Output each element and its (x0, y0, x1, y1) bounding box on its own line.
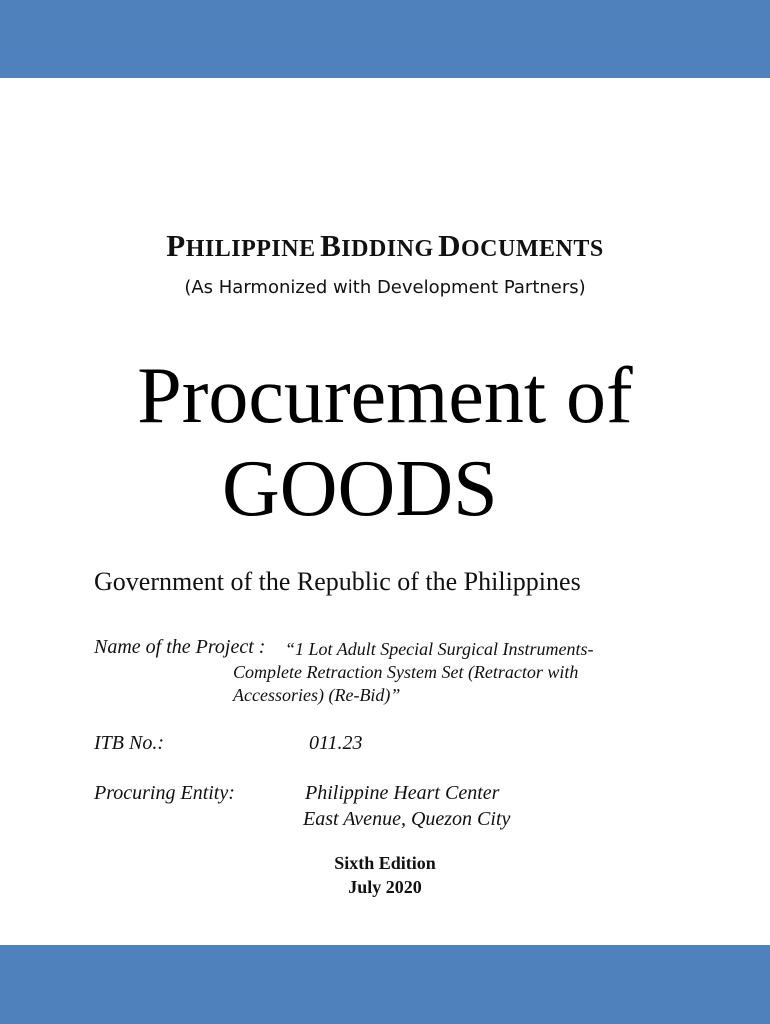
project-name-line-1: “1 Lot Adult Special Surgical Instruments- (285, 639, 594, 659)
procuring-entity-address: East Avenue, Quezon City (303, 808, 511, 830)
series-title-word3-rest: OCUMENTS (461, 236, 604, 262)
top-color-band (0, 0, 770, 78)
government-name: Government of the Republic of the Philippines (94, 567, 581, 596)
project-name-line-2: Complete Retraction System Set (Retractor with (233, 662, 579, 682)
project-name-label: Name of the Project : (94, 636, 266, 658)
edition-date: July 2020 (348, 877, 422, 897)
bottom-color-band (0, 945, 770, 1024)
series-title (0, 228, 770, 264)
procuring-entity-label: Procuring Entity: (94, 782, 235, 804)
procuring-entity-name: Philippine Heart Center (305, 782, 500, 804)
edition-label: Sixth Edition (334, 853, 436, 873)
series-title-word2-rest: IDDING (341, 236, 434, 262)
series-title-word2-initial: B (320, 228, 342, 263)
itb-number-label: ITB No.: (94, 732, 164, 754)
series-subtitle: (As Harmonized with Development Partners) (184, 277, 586, 298)
series-title-word1-initial: P (166, 228, 186, 263)
project-name-line-3: Accessories) (Re-Bid)” (233, 685, 401, 705)
series-title-word1-rest: HILIPPINE (185, 236, 316, 262)
itb-number-value: 011.23 (309, 732, 363, 754)
series-title-word3-initial: D (438, 228, 462, 263)
main-title-line-2: GOODS (222, 445, 498, 533)
main-title-line-1: Procurement of (137, 352, 633, 440)
